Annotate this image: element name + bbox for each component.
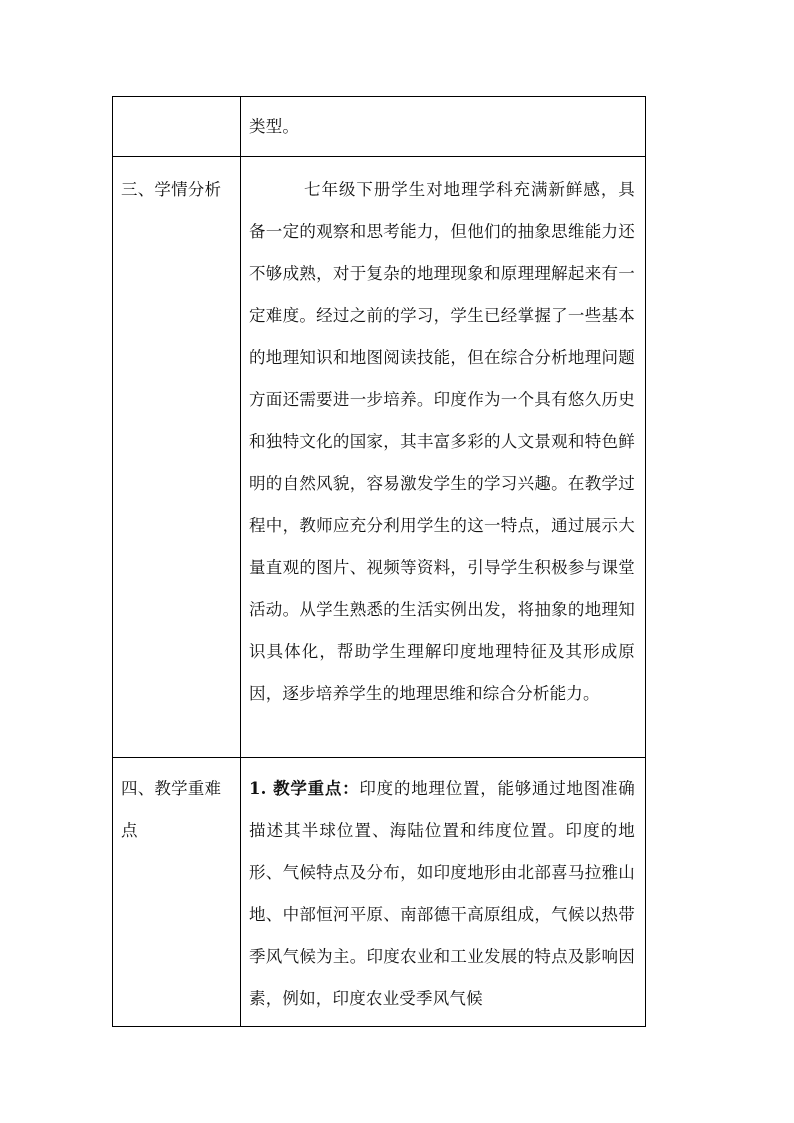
row-content-cell xyxy=(241,157,646,758)
row-content-cell xyxy=(241,97,646,157)
table-row xyxy=(113,157,646,758)
table-row xyxy=(113,758,646,1027)
key-points-paragraph xyxy=(241,758,645,1020)
student-analysis-content: 七年级下册学生对地理学科充满新鲜感，具备一定的观察和思考能力，但他们的抽象思维能力还不够成熟，对于复杂的地理现象和原理理解起来有一定难度。经过之前的学习，学生已经掌握了一些基本的地理知识和地图阅读技能，但在综合分析地理问题方面还需要进一步培养。印度作为一个具有悠久历史和独特文化的国家，其丰富多彩的人文景观和特色鲜明的自然风貌，容易激发学生的学习兴趣。在教学过程中，教师应充分利用学生的这一特点，通过展示大量直观的图片、视频等资料，引导学生积极参与课堂活动。从学生熟悉的生活实例出发，将抽象的地理知识具体化，帮助学生理解印度地理特征及其形成原因，逐步培养学生的地理思维和综合分析能力。 xyxy=(249,180,635,703)
key-points-lead: 1. 教学重点： xyxy=(249,779,360,798)
key-points-label: 四、教学重难点 xyxy=(121,779,222,840)
row-content: 类型。 xyxy=(249,117,300,136)
table-row xyxy=(113,97,646,157)
row-content-cell xyxy=(241,758,646,1027)
key-points-content: 印度的地理位置，能够通过地图准确描述其半球位置、海陆位置和纬度位置。印度的地形、气候特点及分布，如印度地形由北部喜马拉雅山地、中部恒河平原、南部德干高原组成，气候以热带季风气候为主。印度农业和工业发展的特点及影响因素，例如，印度农业受季风气候 xyxy=(249,779,635,1008)
row-label-cell xyxy=(113,97,241,157)
lesson-plan-table xyxy=(112,96,646,1027)
row-label-cell xyxy=(113,758,241,1027)
row-label xyxy=(113,97,240,113)
student-analysis-label: 三、学情分析 xyxy=(121,180,222,199)
row-label-cell xyxy=(113,157,241,758)
